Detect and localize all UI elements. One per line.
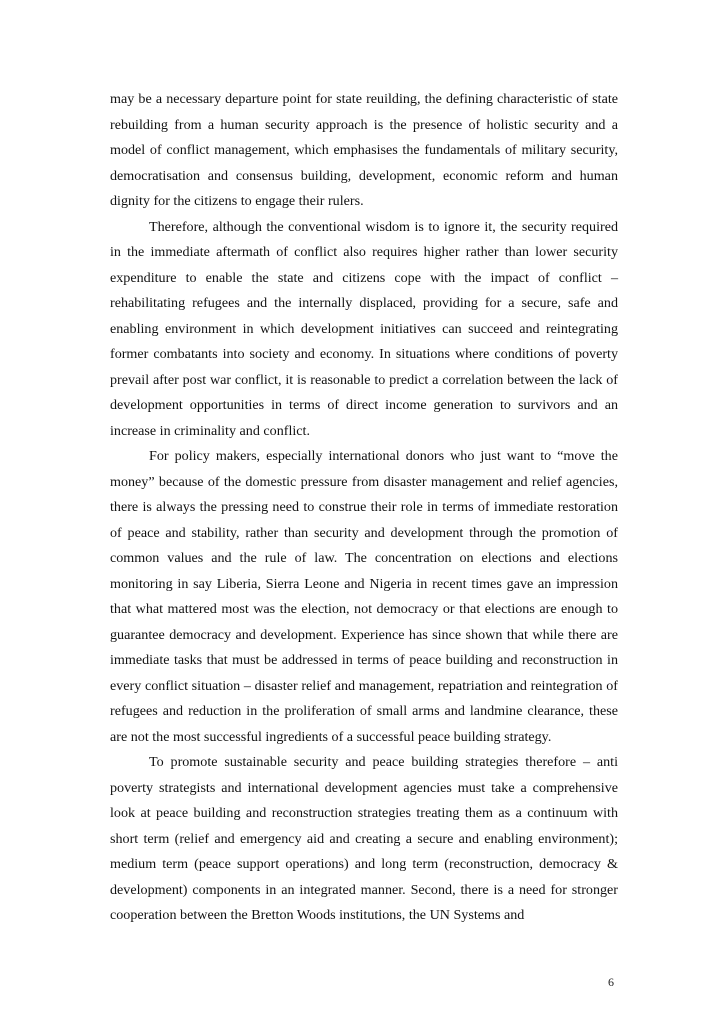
paragraph-policy-makers: For policy makers, especially international donors who just want to “move the money” because of the domestic pressure from disaster management and relief agencies, there is always the pressing need to construe their role in terms of immediate restoration of peace and stability, rather than security and development through the promotion of common values and the rule of law. The concentration on elections and elections monitoring in say Liberia, Sierra Leone and Nigeria in recent times gave an impression that what mattered most was the election, not democracy or that elections are enough to guarantee democracy and development. Experience has since shown that while there are immediate tasks that must be addressed in terms of peace building and reconstruction in every conflict situation – disaster relief and management, repatriation and reintegration of refugees and reduction in the proliferation of small arms and landmine clearance, these are not the most successful ingredients of a successful peace building strategy. (110, 448, 618, 745)
page-number: 6 (608, 975, 614, 989)
body-text (110, 87, 618, 929)
paragraph-continuation: may be a necessary departure point for state reuilding, the defining characteristic of state rebuilding from a human security approach is the presence of holistic security and a model of conflict management, which emphasises the fundamentals of military security, democratisation and consensus building, development, economic reform and human dignity for the citizens to engage their rulers. (110, 91, 618, 209)
paragraph-sustainable-security: To promote sustainable security and peace building strategies therefore – anti poverty strategists and international development agencies must take a comprehensive look at peace building and reconstruction strategies treating them as a continuum with short term (relief and emergency aid and creating a secure and enabling environment); medium term (peace support operations) and long term (reconstruction, democracy & development) components in an integrated manner. Second, there is a need for stronger cooperation between the Bretton Woods institutions, the UN Systems and (110, 754, 618, 923)
paragraph-security-expenditure: Therefore, although the conventional wisdom is to ignore it, the security required in the immediate aftermath of conflict also requires higher rather than lower security expenditure to enable the state and citizens cope with the impact of conflict – rehabilitating refugees and the internally displaced, providing for a secure, safe and enabling environment in which development initiatives can succeed and reintegrating former combatants into society and economy. In situations where conditions of poverty prevail after post war conflict, it is reasonable to predict a correlation between the lack of development opportunities in terms of direct income generation to survivors and an increase in criminality and conflict. (110, 218, 618, 439)
